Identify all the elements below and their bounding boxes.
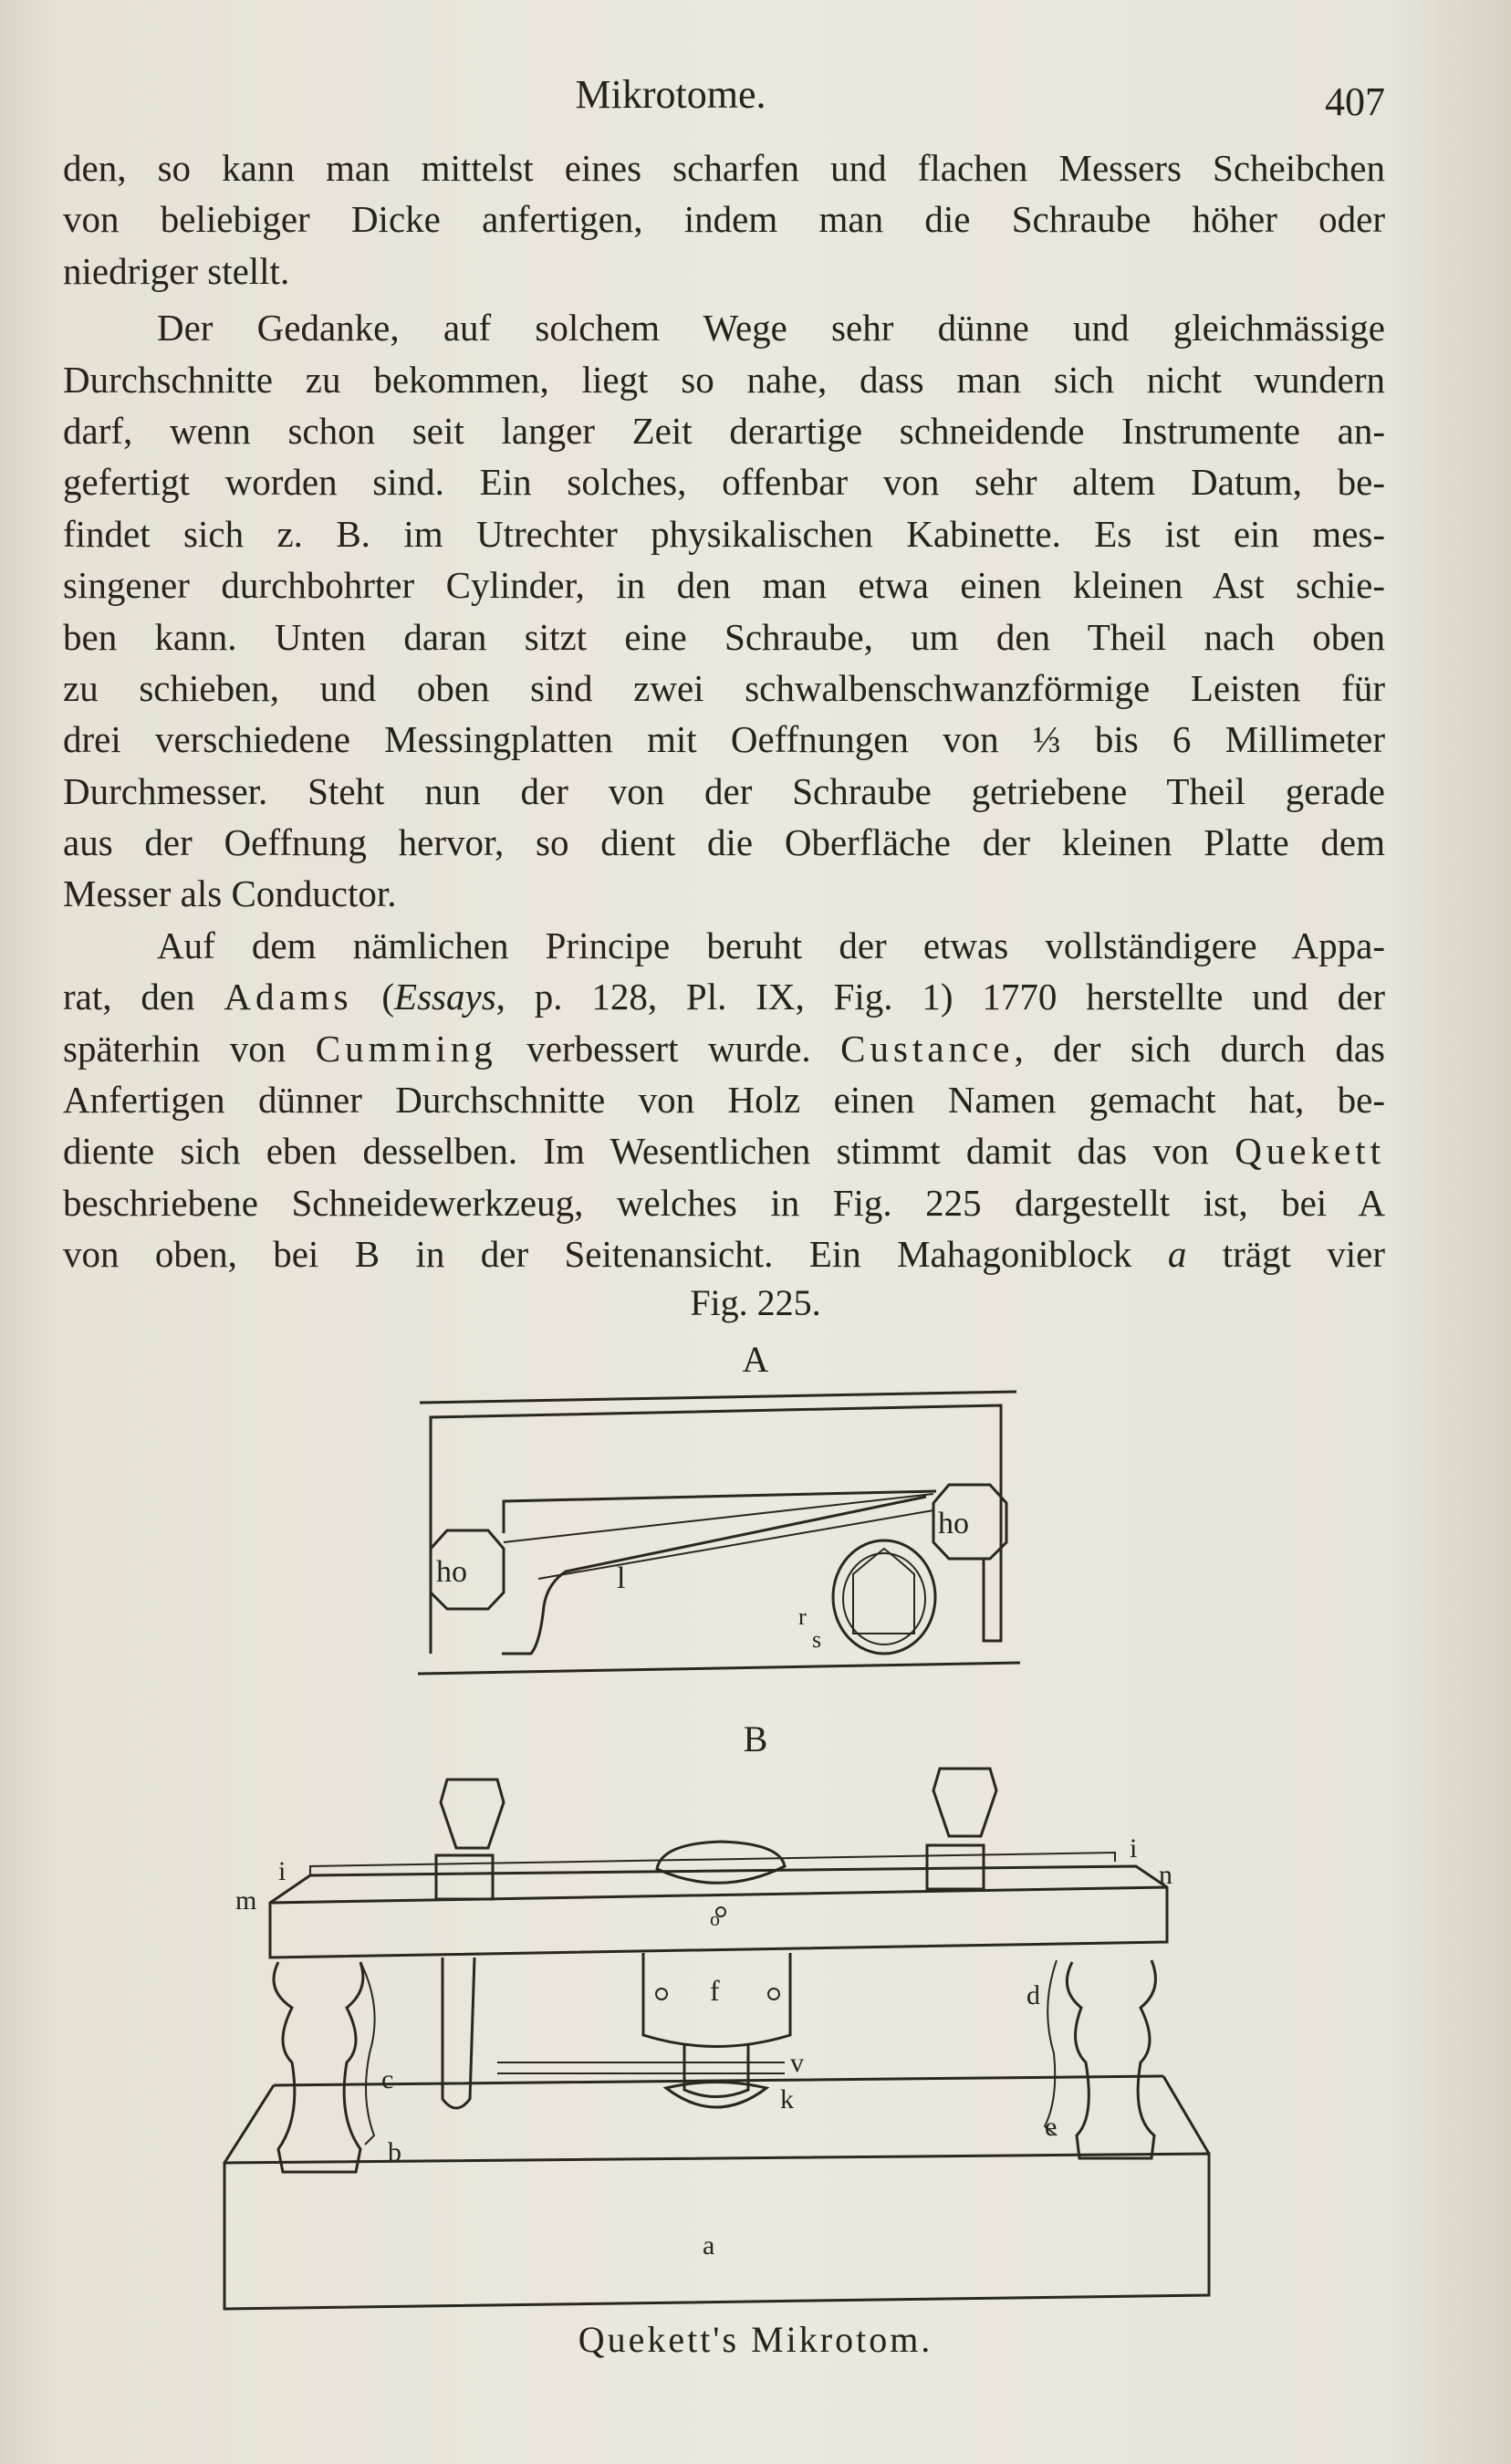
- label-b: b: [388, 2137, 401, 2167]
- work-title: Essays: [394, 976, 496, 1018]
- author-name: Custance: [840, 1027, 1015, 1070]
- author-name: Adams: [224, 976, 353, 1018]
- text-line: Anfertigen dünner Durchschnitte von Holz einen Namen gemacht hat, be-: [63, 1079, 1385, 1122]
- label-h-right: ho: [938, 1507, 969, 1540]
- label-m: m: [235, 1885, 257, 1916]
- text-segment: , p. 128, Pl. IX, Fig. 1) 1770 herstellte und der: [495, 976, 1386, 1018]
- cylinder-opening: [853, 1549, 914, 1634]
- knob-right: [933, 1769, 996, 1836]
- label-d: d: [1026, 1980, 1040, 2010]
- text-line: findet sich z. B. im Utrechter physikalischen Kabinette. Es ist ein mes-: [63, 512, 1385, 555]
- label-n: n: [1159, 1860, 1172, 1890]
- figure-caption: Quekett's Mikrotom.: [578, 2319, 933, 2360]
- figure-reference-letter: a: [1167, 1233, 1187, 1276]
- knob-left: [441, 1780, 504, 1848]
- text-line: beschriebene Schneidewerkzeug, welches in Fig. 225 dargestellt ist, bei A: [63, 1181, 1385, 1224]
- label-a: a: [703, 2230, 715, 2260]
- text-segment: späterhin von: [63, 1027, 316, 1070]
- screw-rod: [497, 2062, 785, 2073]
- cylinder-ring-outer: [833, 1540, 935, 1654]
- block-outline: [431, 1405, 1001, 1654]
- text-line: Auf dem nämlichen Principe beruht der etwas vollständigere Appa-: [157, 924, 1385, 966]
- screw-disc-k: [666, 2083, 766, 2108]
- label-h-left: ho: [436, 1555, 467, 1589]
- label-c: c: [381, 2064, 394, 2094]
- label-v: v: [790, 2048, 804, 2078]
- label-i-right: i: [1130, 1833, 1138, 1864]
- screw-dot: [656, 1989, 667, 1999]
- label-l: l: [617, 1561, 626, 1595]
- text-segment: von oben, bei B in der Seitenansicht. Ein Mahagoniblock: [63, 1233, 1168, 1276]
- page-number: 407: [1325, 79, 1385, 124]
- author-name: Cumming: [315, 1027, 497, 1070]
- label-s: s: [812, 1626, 822, 1653]
- leg-back-right: [1045, 1960, 1057, 2135]
- leg-front-right: [1067, 1960, 1155, 2158]
- cylinder-neck: [684, 2044, 748, 2097]
- running-title: Mikrotome.: [575, 72, 766, 117]
- author-name: Quekett: [1235, 1130, 1385, 1173]
- label-i-left: i: [278, 1856, 287, 1886]
- text-line: niedriger stellt.: [63, 249, 290, 292]
- text-segment: verbessert wurde.: [496, 1027, 841, 1070]
- cylinder-ring-inner: [843, 1553, 925, 1644]
- label-r: r: [798, 1603, 807, 1630]
- text-line: aus der Oeffnung hervor, so dient die Oberfläche der kleinen Platte dem: [63, 821, 1385, 864]
- text-line: Der Gedanke, auf solchem Wege sehr dünne und gleichmässige: [157, 307, 1385, 350]
- clamp-post: [443, 1958, 474, 2108]
- figure-number: Fig. 225.: [690, 1282, 821, 1323]
- label-f: f: [710, 1974, 720, 2007]
- text-segment: trägt vier: [1186, 1233, 1385, 1276]
- text-line: drei verschiedene Messingplatten mit Oeffnungen von ⅓ bis 6 Millimeter: [63, 718, 1385, 761]
- leg-back-left: [360, 1962, 375, 2145]
- lever-inner-lines: [504, 1494, 933, 1579]
- text-line: Messer als Conductor.: [63, 872, 397, 915]
- guide-line-top: [420, 1392, 1016, 1403]
- label-e: e: [1045, 2112, 1058, 2142]
- slider-block-left: [436, 1855, 493, 1899]
- figure-a-top-view: [418, 1392, 1020, 1674]
- text-line: den, so kann man mittelst eines scharfen und flachen Messers Scheibchen: [63, 147, 1385, 189]
- text-line: darf, wenn schon seit langer Zeit derartige schneidende Instrumente an-: [63, 409, 1385, 452]
- figure-view-b-label: B: [743, 1718, 768, 1759]
- label-o: o: [710, 1907, 720, 1930]
- text-segment: rat, den: [63, 976, 224, 1018]
- text-line: Durchmesser. Steht nun der von der Schraube getriebene Theil gerade: [63, 769, 1385, 812]
- text-segment: , der sich durch das: [1014, 1027, 1385, 1070]
- text-segment: (: [352, 976, 395, 1018]
- lever-upper-edge: [504, 1491, 936, 1533]
- text-line: von beliebiger Dicke anfertigen, indem man die Schraube höher oder: [63, 198, 1385, 241]
- screw-dot: [768, 1989, 779, 1999]
- text-line: singener durchbohrter Cylinder, in den man etwa einen kleinen Ast schie-: [63, 564, 1385, 607]
- leg-front-left: [274, 1962, 363, 2172]
- guide-line-bottom: [418, 1663, 1020, 1674]
- figure-b-side-view: [224, 1769, 1209, 2309]
- lever-lower-edge: [502, 1497, 926, 1654]
- mahogany-base-block: [224, 2076, 1209, 2309]
- text-line: Durchschnitte zu bekommen, liegt so nahe, dass man sich nicht wundern: [63, 358, 1385, 401]
- text-line: gefertigt worden sind. Ein solches, offenbar von sehr altem Datum, be-: [63, 461, 1385, 504]
- text-segment: diente sich eben desselben. Im Wesentlichen stimmt damit das von: [63, 1130, 1235, 1173]
- cutting-plate: [657, 1842, 785, 1883]
- figure-view-a-label: A: [742, 1339, 769, 1380]
- text-line: zu schieben, und oben sind zwei schwalbenschwanzförmige Leisten für: [63, 666, 1385, 709]
- text-line: ben kann. Unten daran sitzt eine Schraube, um den Theil nach oben: [63, 615, 1385, 658]
- label-k: k: [780, 2084, 794, 2114]
